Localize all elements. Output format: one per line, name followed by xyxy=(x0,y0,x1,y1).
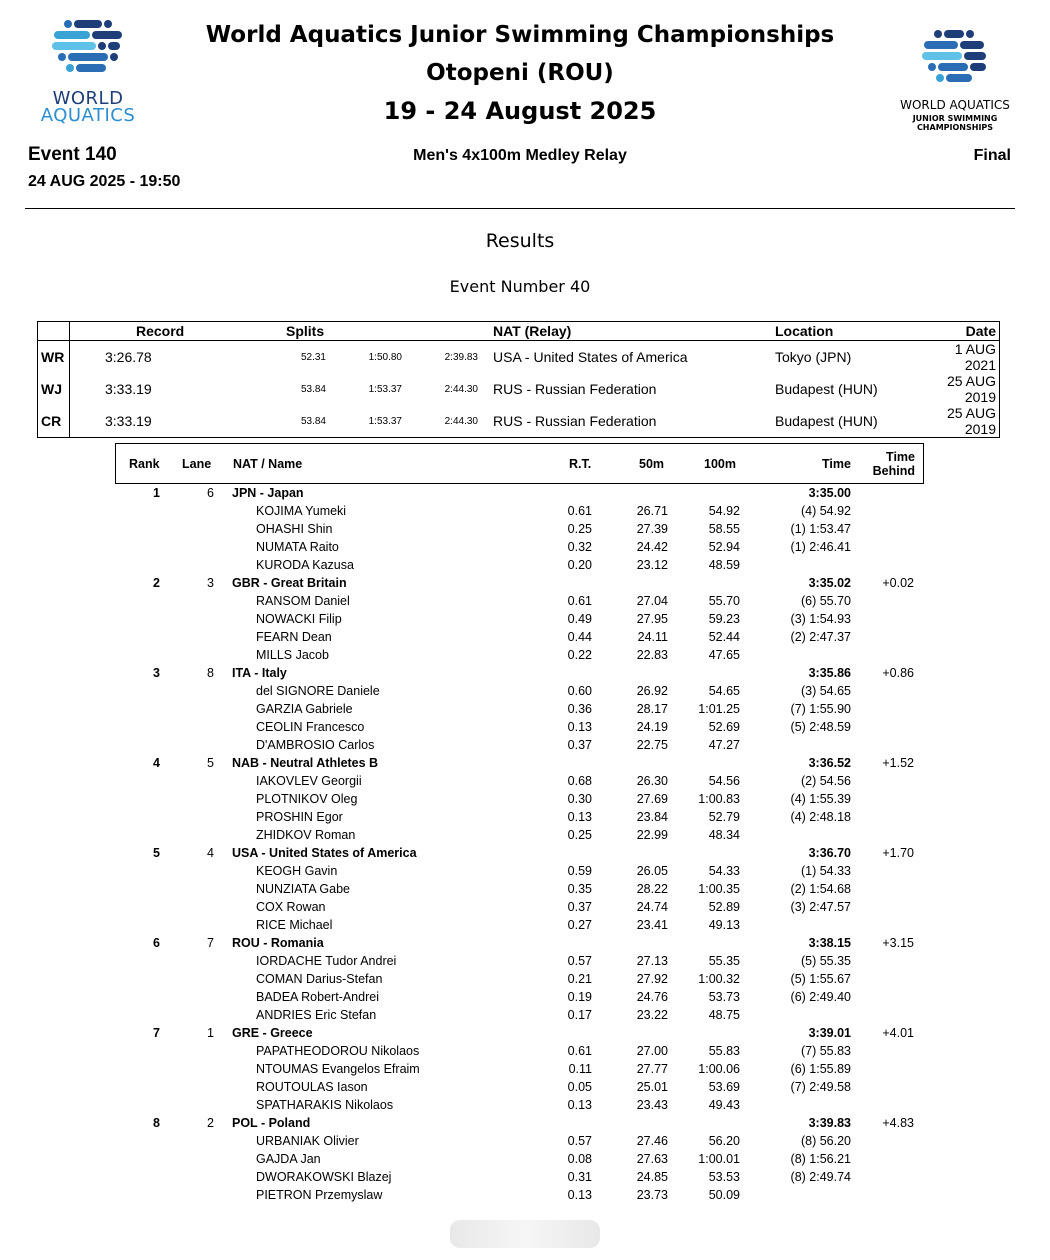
swimmer-100m: 1:00.32 xyxy=(698,972,740,986)
swimmer-rt: 0.31 xyxy=(567,1170,592,1184)
event-name: Men's 4x100m Medley Relay xyxy=(413,147,627,164)
header-rank: Rank xyxy=(129,456,160,471)
swimmer-100m: 1:00.06 xyxy=(698,1062,740,1076)
team-name: GBR - Great Britain xyxy=(232,576,347,590)
team-row xyxy=(0,754,1050,772)
swimmer-50m: 24.42 xyxy=(636,540,668,554)
record-nat: RUS - Russian Federation xyxy=(493,381,657,397)
swimmer-name: NOWACKI Filip xyxy=(256,612,342,626)
team-lane: 8 xyxy=(207,666,214,680)
swimmer-rt: 0.60 xyxy=(567,684,592,698)
team-lane: 5 xyxy=(207,756,214,770)
record-code: CR xyxy=(38,405,70,438)
team-time-behind: +4.01 xyxy=(882,1026,914,1040)
swimmer-50m: 22.75 xyxy=(636,738,668,752)
swimmer-cumulative: (2) 54.56 xyxy=(800,774,851,788)
record-split-2: 1:53.37 xyxy=(368,415,402,427)
team-lane: 1 xyxy=(207,1026,214,1040)
record-date: 25 AUG 2019 xyxy=(946,405,996,437)
swimmer-row xyxy=(0,952,1050,970)
team-row xyxy=(0,484,1050,502)
record-split-1: 52.31 xyxy=(300,351,326,363)
swimmer-cumulative: (8) 2:49.74 xyxy=(790,1170,851,1184)
section-title: Results xyxy=(485,230,555,252)
swimmer-50m: 23.43 xyxy=(636,1098,668,1112)
swimmer-cumulative: (6) 2:49.40 xyxy=(790,990,851,1004)
swimmer-100m: 49.13 xyxy=(708,918,740,932)
team-time: 3:36.70 xyxy=(808,846,851,860)
swimmer-name: DWORAKOWSKI Blazej xyxy=(256,1170,392,1184)
team-time-behind: +3.15 xyxy=(882,936,914,950)
swimmer-name: COMAN Darius-Stefan xyxy=(256,972,383,986)
swimmer-name: MILLS Jacob xyxy=(256,648,329,662)
record-split-2: 1:53.37 xyxy=(368,383,402,395)
swimmer-rt: 0.36 xyxy=(567,702,592,716)
record-row xyxy=(38,373,1000,405)
event-number: Event Number 40 xyxy=(449,277,591,296)
dates-title: 19 - 24 August 2025 xyxy=(383,97,657,125)
team-time: 3:36.52 xyxy=(808,756,851,770)
swimmer-rt: 0.05 xyxy=(567,1080,592,1094)
swimmer-row xyxy=(0,700,1050,718)
swimmer-50m: 23.12 xyxy=(636,558,668,572)
header-time-behind-line1: Time xyxy=(886,449,915,464)
records-header-record: Record xyxy=(70,322,227,341)
swimmer-rt: 0.57 xyxy=(567,1134,592,1148)
championship-title: World Aquatics Junior Swimming Championships xyxy=(205,22,835,48)
round-label: Final xyxy=(973,147,1011,164)
swimmer-cumulative: (2) 2:47.37 xyxy=(790,630,851,644)
swimmer-cumulative: (5) 1:55.67 xyxy=(790,972,851,986)
swimmer-row xyxy=(0,1096,1050,1114)
swimmer-rt: 0.30 xyxy=(567,792,592,806)
swimmer-row xyxy=(0,718,1050,736)
swimmer-rt: 0.08 xyxy=(567,1152,592,1166)
team-name: USA - United States of America xyxy=(232,846,417,860)
swimmer-row xyxy=(0,790,1050,808)
swimmer-100m: 53.69 xyxy=(708,1080,740,1094)
event-code: Event 140 xyxy=(28,144,117,165)
swimmer-cumulative: (1) 1:53.47 xyxy=(790,522,851,536)
swimmer-50m: 23.41 xyxy=(636,918,668,932)
swimmer-100m: 50.09 xyxy=(708,1188,740,1202)
header-time-behind xyxy=(871,444,915,483)
swimmer-50m: 24.85 xyxy=(636,1170,668,1184)
swimmer-row xyxy=(0,1132,1050,1150)
swimmer-50m: 27.63 xyxy=(636,1152,668,1166)
swimmer-row xyxy=(0,1042,1050,1060)
header-50m: 50m xyxy=(639,456,665,471)
swimmer-50m: 27.39 xyxy=(636,522,668,536)
swimmer-rt: 0.22 xyxy=(567,648,592,662)
swimmer-cumulative: (4) 1:55.39 xyxy=(790,792,851,806)
swimmer-50m: 24.11 xyxy=(637,630,668,644)
swimmer-100m: 55.83 xyxy=(708,1044,740,1058)
swimmer-name: IAKOVLEV Georgii xyxy=(256,774,362,788)
swimmer-cumulative: (7) 55.83 xyxy=(800,1044,851,1058)
team-name: JPN - Japan xyxy=(232,486,304,500)
swimmer-rt: 0.37 xyxy=(567,738,592,752)
swimmer-50m: 27.13 xyxy=(636,954,668,968)
swimmer-rt: 0.37 xyxy=(567,900,592,914)
swimmer-name: del SIGNORE Daniele xyxy=(256,684,380,698)
swimmer-name: CEOLIN Francesco xyxy=(256,720,365,734)
swimmer-100m: 49.43 xyxy=(708,1098,740,1112)
swimmer-100m: 52.79 xyxy=(708,810,740,824)
swimmer-cumulative: (6) 55.70 xyxy=(800,594,851,608)
record-split-1: 53.84 xyxy=(300,383,326,395)
event-datetime: 24 AUG 2025 - 19:50 xyxy=(28,173,181,190)
swimmer-100m: 48.75 xyxy=(708,1008,740,1022)
swimmer-row xyxy=(0,808,1050,826)
team-rank: 8 xyxy=(153,1116,160,1130)
swimmer-50m: 27.92 xyxy=(636,972,668,986)
records-header-nat: NAT (Relay) xyxy=(478,322,775,341)
swimmer-row xyxy=(0,682,1050,700)
watermark-bar xyxy=(450,1220,600,1248)
swimmer-rt: 0.59 xyxy=(567,864,592,878)
record-nat: USA - United States of America xyxy=(493,349,688,365)
swimmer-rt: 0.13 xyxy=(567,1188,592,1202)
header-nat-name: NAT / Name xyxy=(233,456,303,471)
record-code: WR xyxy=(38,341,70,374)
swimmer-cumulative: (3) 2:47.57 xyxy=(790,900,851,914)
swimmer-50m: 28.17 xyxy=(636,702,668,716)
swimmer-name: URBANIAK Olivier xyxy=(256,1134,359,1148)
swimmer-row xyxy=(0,1168,1050,1186)
team-rank: 5 xyxy=(153,846,160,860)
swimmer-100m: 54.33 xyxy=(708,864,740,878)
swimmer-rt: 0.19 xyxy=(567,990,592,1004)
record-split-1: 53.84 xyxy=(300,415,326,427)
swimmer-rt: 0.32 xyxy=(567,540,592,554)
record-split-3: 2:44.30 xyxy=(444,415,478,427)
swimmer-50m: 28.22 xyxy=(636,882,668,896)
record-split-3: 2:44.30 xyxy=(444,383,478,395)
records-header-location: Location xyxy=(775,322,925,341)
record-time: 3:33.19 xyxy=(105,381,152,397)
swimmer-cumulative: (5) 55.35 xyxy=(800,954,851,968)
swimmer-row xyxy=(0,898,1050,916)
team-rank: 2 xyxy=(153,576,160,590)
swimmer-name: IORDACHE Tudor Andrei xyxy=(256,954,397,968)
swimmer-cumulative: (8) 56.20 xyxy=(800,1134,851,1148)
swimmer-row xyxy=(0,772,1050,790)
swimmer-name: KEOGH Gavin xyxy=(256,864,338,878)
swimmer-50m: 25.01 xyxy=(636,1080,668,1094)
logo-dots-icon xyxy=(922,30,992,86)
team-row xyxy=(0,934,1050,952)
swimmer-name: ROUTOULAS Iason xyxy=(256,1080,368,1094)
swimmer-100m: 48.59 xyxy=(708,558,740,572)
logo-text-aquatics: AQUATICS xyxy=(40,105,136,126)
record-time: 3:33.19 xyxy=(105,413,152,429)
header-time: Time xyxy=(822,456,851,471)
swimmer-rt: 0.13 xyxy=(567,720,592,734)
swimmer-100m: 55.70 xyxy=(708,594,740,608)
swimmer-row xyxy=(0,988,1050,1006)
team-time-behind: +1.52 xyxy=(882,756,914,770)
logo-dots-icon xyxy=(52,20,136,80)
team-time: 3:35.86 xyxy=(808,666,851,680)
team-time: 3:39.01 xyxy=(808,1026,851,1040)
team-lane: 7 xyxy=(207,936,214,950)
swimmer-100m: 1:00.01 xyxy=(698,1152,740,1166)
record-location: Budapest (HUN) xyxy=(775,413,878,429)
header-time-behind-line2: Behind xyxy=(872,463,915,478)
swimmer-100m: 53.73 xyxy=(708,990,740,1004)
swimmer-50m: 26.92 xyxy=(636,684,668,698)
swimmer-50m: 24.19 xyxy=(636,720,668,734)
swimmer-row xyxy=(0,862,1050,880)
team-name: ROU - Romania xyxy=(232,936,324,950)
swimmer-50m: 27.95 xyxy=(636,612,668,626)
swimmer-row xyxy=(0,538,1050,556)
swimmer-rt: 0.17 xyxy=(567,1008,592,1022)
swimmer-cumulative: (1) 2:46.41 xyxy=(790,540,851,554)
swimmer-row xyxy=(0,610,1050,628)
records-table xyxy=(37,321,1000,438)
swimmer-cumulative: (4) 54.92 xyxy=(800,504,851,518)
swimmer-name: D'AMBROSIO Carlos xyxy=(256,738,375,752)
swimmer-100m: 54.56 xyxy=(708,774,740,788)
swimmer-cumulative: (1) 54.33 xyxy=(800,864,851,878)
record-location: Tokyo (JPN) xyxy=(775,349,852,365)
record-row xyxy=(38,405,1000,438)
swimmer-cumulative: (3) 1:54.93 xyxy=(790,612,851,626)
swimmer-100m: 47.27 xyxy=(708,738,740,752)
team-rank: 7 xyxy=(153,1026,160,1040)
swimmer-name: NTOUMAS Evangelos Efraim xyxy=(256,1062,420,1076)
swimmer-rt: 0.13 xyxy=(567,1098,592,1112)
swimmer-row xyxy=(0,646,1050,664)
swimmer-rt: 0.27 xyxy=(567,918,592,932)
team-name: NAB - Neutral Athletes B xyxy=(232,756,379,770)
swimmer-rt: 0.20 xyxy=(567,558,592,572)
team-time-behind: +1.70 xyxy=(882,846,914,860)
record-location: Budapest (HUN) xyxy=(775,381,878,397)
swimmer-50m: 27.69 xyxy=(636,792,668,806)
swimmer-100m: 48.34 xyxy=(708,828,740,842)
team-lane: 6 xyxy=(207,486,214,500)
swimmer-name: GARZIA Gabriele xyxy=(256,702,353,716)
swimmer-cumulative: (8) 1:56.21 xyxy=(790,1152,851,1166)
world-aquatics-logo xyxy=(28,18,148,128)
swimmer-100m: 52.69 xyxy=(708,720,740,734)
junior-championships-logo xyxy=(880,28,1030,138)
swimmer-row xyxy=(0,970,1050,988)
swimmer-50m: 27.77 xyxy=(636,1062,668,1076)
records-header-splits: Splits xyxy=(226,322,478,341)
swimmer-50m: 27.46 xyxy=(636,1134,668,1148)
swimmer-100m: 1:00.35 xyxy=(698,882,740,896)
results-header xyxy=(115,443,924,484)
swimmer-100m: 1:00.83 xyxy=(698,792,740,806)
team-time: 3:35.00 xyxy=(808,486,851,500)
swimmer-row xyxy=(0,826,1050,844)
swimmer-50m: 23.73 xyxy=(636,1188,668,1202)
swimmer-name: KOJIMA Yumeki xyxy=(256,504,347,518)
swimmer-50m: 23.22 xyxy=(636,1008,668,1022)
records-header-date: Date xyxy=(925,322,1000,341)
swimmer-name: NUNZIATA Gabe xyxy=(256,882,351,896)
swimmer-100m: 53.53 xyxy=(708,1170,740,1184)
swimmer-100m: 59.23 xyxy=(708,612,740,626)
team-rank: 1 xyxy=(153,486,160,500)
swimmer-row xyxy=(0,1186,1050,1204)
swimmer-name: PLOTNIKOV Oleg xyxy=(256,792,358,806)
swimmer-50m: 22.83 xyxy=(636,648,668,662)
team-name: GRE - Greece xyxy=(232,1026,313,1040)
swimmer-50m: 27.00 xyxy=(636,1044,668,1058)
team-name: POL - Poland xyxy=(232,1116,311,1130)
swimmer-50m: 24.76 xyxy=(636,990,668,1004)
team-rank: 4 xyxy=(153,756,160,770)
record-time: 3:26.78 xyxy=(105,349,152,365)
record-code: WJ xyxy=(38,373,70,405)
swimmer-100m: 55.35 xyxy=(708,954,740,968)
swimmer-row xyxy=(0,502,1050,520)
swimmer-name: ANDRIES Eric Stefan xyxy=(256,1008,377,1022)
swimmer-row xyxy=(0,880,1050,898)
swimmer-name: GAJDA Jan xyxy=(256,1152,321,1166)
team-rank: 6 xyxy=(153,936,160,950)
swimmer-name: ZHIDKOV Roman xyxy=(256,828,356,842)
swimmer-cumulative: (7) 2:49.58 xyxy=(790,1080,851,1094)
swimmer-100m: 54.92 xyxy=(708,504,740,518)
swimmer-100m: 56.20 xyxy=(708,1134,740,1148)
logo-text-championships: CHAMPIONSHIPS xyxy=(916,123,994,132)
swimmer-row xyxy=(0,1150,1050,1168)
record-nat: RUS - Russian Federation xyxy=(493,413,657,429)
team-rank: 3 xyxy=(153,666,160,680)
swimmer-50m: 27.04 xyxy=(636,594,668,608)
logo-text-world: WORLD xyxy=(52,88,124,109)
swimmer-rt: 0.25 xyxy=(567,828,592,842)
swimmer-cumulative: (5) 2:48.59 xyxy=(790,720,851,734)
record-date: 1 AUG 2021 xyxy=(954,341,996,373)
swimmer-100m: 52.89 xyxy=(708,900,740,914)
swimmer-rt: 0.61 xyxy=(567,594,592,608)
swimmer-cumulative: (4) 2:48.18 xyxy=(790,810,851,824)
swimmer-name: OHASHI Shin xyxy=(256,522,333,536)
team-row xyxy=(0,574,1050,592)
team-time-behind: +4.83 xyxy=(882,1116,914,1130)
swimmer-rt: 0.21 xyxy=(567,972,592,986)
swimmer-cumulative: (2) 1:54.68 xyxy=(790,882,851,896)
swimmer-cumulative: (3) 54.65 xyxy=(800,684,851,698)
swimmer-rt: 0.49 xyxy=(567,612,592,626)
swimmer-50m: 23.84 xyxy=(636,810,668,824)
swimmer-100m: 54.65 xyxy=(708,684,740,698)
swimmer-row xyxy=(0,916,1050,934)
team-time-behind: +0.86 xyxy=(882,666,914,680)
swimmer-row xyxy=(0,520,1050,538)
swimmer-row xyxy=(0,736,1050,754)
swimmer-name: COX Rowan xyxy=(256,900,326,914)
team-row xyxy=(0,664,1050,682)
swimmer-100m: 47.65 xyxy=(708,648,740,662)
logo-text-junior: JUNIOR SWIMMING xyxy=(912,114,998,123)
swimmer-row xyxy=(0,1006,1050,1024)
logo-text-world-aquatics: WORLD AQUATICS xyxy=(900,98,1010,112)
swimmer-rt: 0.13 xyxy=(567,810,592,824)
swimmer-rt: 0.61 xyxy=(567,1044,592,1058)
swimmer-100m: 52.94 xyxy=(708,540,740,554)
swimmer-rt: 0.61 xyxy=(567,504,592,518)
record-split-2: 1:50.80 xyxy=(368,351,402,363)
header-lane: Lane xyxy=(182,456,212,471)
team-row xyxy=(0,1024,1050,1042)
swimmer-50m: 22.99 xyxy=(636,828,668,842)
swimmer-100m: 1:01.25 xyxy=(698,702,740,716)
record-split-3: 2:39.83 xyxy=(444,351,478,363)
venue-title: Otopeni (ROU) xyxy=(426,60,614,86)
team-time: 3:38.15 xyxy=(808,936,851,950)
swimmer-50m: 26.05 xyxy=(636,864,668,878)
swimmer-row xyxy=(0,1078,1050,1096)
swimmer-rt: 0.57 xyxy=(567,954,592,968)
team-time: 3:35.02 xyxy=(808,576,851,590)
team-time-behind: +0.02 xyxy=(882,576,914,590)
swimmer-name: PAPATHEODOROU Nikolaos xyxy=(256,1044,420,1058)
swimmer-row xyxy=(0,628,1050,646)
swimmer-name: BADEA Robert-Andrei xyxy=(256,990,379,1004)
swimmer-50m: 26.71 xyxy=(636,504,668,518)
swimmer-name: PIETRON Przemyslaw xyxy=(256,1188,383,1202)
team-row xyxy=(0,1114,1050,1132)
swimmer-rt: 0.44 xyxy=(567,630,592,644)
swimmer-cumulative: (7) 1:55.90 xyxy=(790,702,851,716)
swimmer-name: NUMATA Raito xyxy=(256,540,339,554)
swimmer-100m: 52.44 xyxy=(708,630,740,644)
record-row xyxy=(38,341,1000,374)
header-rt: R.T. xyxy=(569,456,592,471)
swimmer-name: RICE Michael xyxy=(256,918,333,932)
swimmer-rt: 0.25 xyxy=(567,522,592,536)
team-lane: 2 xyxy=(207,1116,214,1130)
swimmer-rt: 0.68 xyxy=(567,774,592,788)
team-lane: 3 xyxy=(207,576,214,590)
team-row xyxy=(0,844,1050,862)
swimmer-name: KURODA Kazusa xyxy=(256,558,354,572)
swimmer-rt: 0.35 xyxy=(567,882,592,896)
team-name: ITA - Italy xyxy=(232,666,287,680)
header-100m: 100m xyxy=(704,456,736,471)
header-divider xyxy=(25,208,1015,209)
swimmer-row xyxy=(0,1060,1050,1078)
swimmer-100m: 58.55 xyxy=(708,522,740,536)
swimmer-row xyxy=(0,556,1050,574)
swimmer-row xyxy=(0,592,1050,610)
record-date: 25 AUG 2019 xyxy=(946,373,996,405)
swimmer-50m: 26.30 xyxy=(636,774,668,788)
team-time: 3:39.83 xyxy=(808,1116,851,1130)
swimmer-name: SPATHARAKIS Nikolaos xyxy=(256,1098,394,1112)
swimmer-name: FEARN Dean xyxy=(256,630,332,644)
swimmer-cumulative: (6) 1:55.89 xyxy=(790,1062,851,1076)
swimmer-name: PROSHIN Egor xyxy=(256,810,343,824)
swimmer-rt: 0.11 xyxy=(568,1062,592,1076)
swimmer-name: RANSOM Daniel xyxy=(256,594,350,608)
team-lane: 4 xyxy=(207,846,214,860)
swimmer-50m: 24.74 xyxy=(636,900,668,914)
